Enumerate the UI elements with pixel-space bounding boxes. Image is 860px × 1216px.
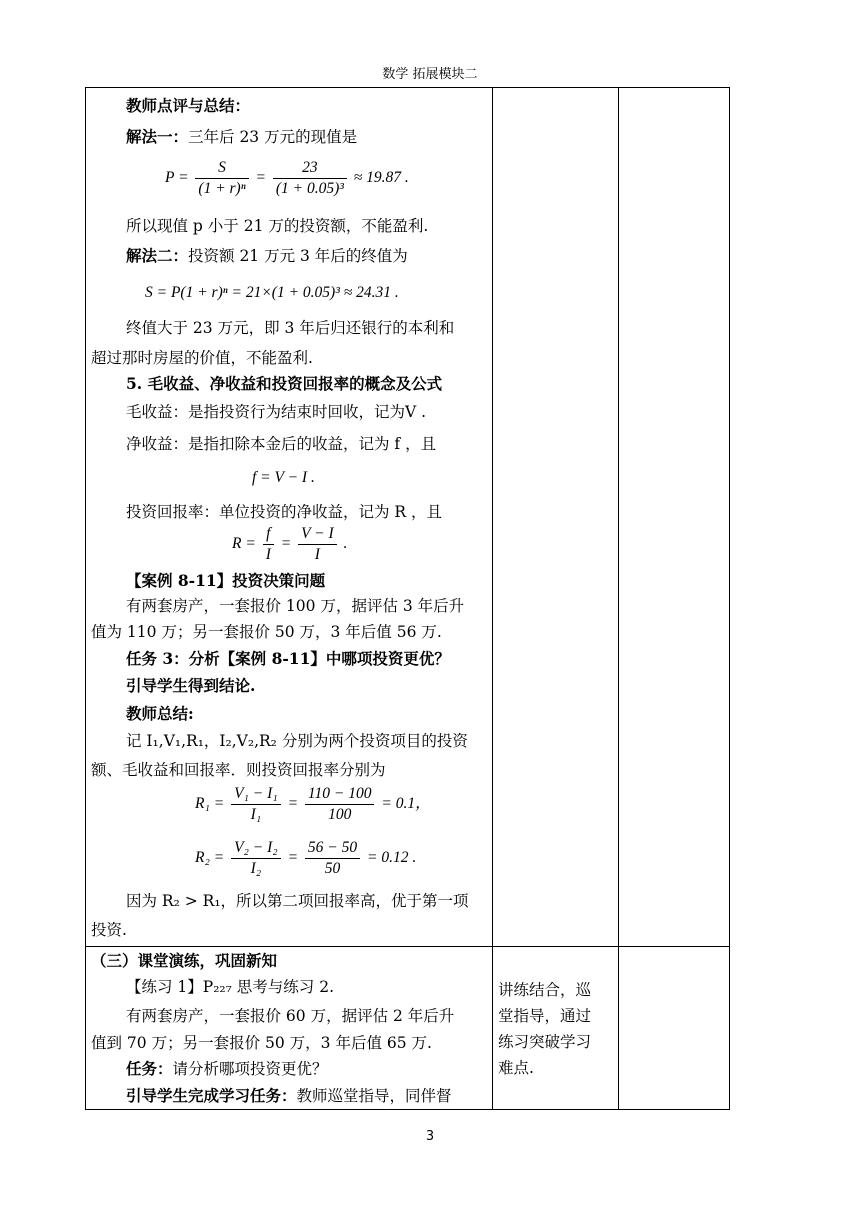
r2-fraction2 [305, 838, 360, 879]
method1-label: 解法一： [126, 127, 189, 146]
formula1-fraction1 [195, 158, 248, 199]
r2-num2: 56 − 50 [305, 838, 360, 859]
future-value-formula: S = P(1 + r)ⁿ = 21×(1 + 0.05)³ ≈ 24.31 . [145, 284, 399, 301]
roi-fraction1 [263, 524, 274, 565]
task3: 任务 3：分析【案例 8-11】中哪项投资更优？ [126, 649, 450, 668]
r2-den1: I₂ [250, 860, 262, 877]
guide-text-row2: 教师巡堂指导，同伴督 [296, 1087, 452, 1105]
section5-title: 5. 毛收益、净收益和投资回报率的概念及公式 [126, 374, 443, 393]
method2-label: 解法二： [126, 246, 189, 265]
review-title: 教师点评与总结： [126, 96, 251, 115]
formula1-result: ≈ 19.87 . [353, 169, 409, 187]
r1-fraction1 [231, 784, 281, 825]
formula1-num2: 23 [273, 158, 347, 179]
roi-fraction2 [298, 524, 337, 565]
r1-result: = 0.1， [381, 795, 431, 813]
roi-definition: 投资回报率：单位投资的净收益，记为 R ，且 [126, 503, 443, 521]
formula1-fraction2 [273, 158, 347, 199]
table-left-border [85, 87, 86, 1109]
case-line2: 值为 110 万；另一套报价 50 万，3 年后值 56 万. [91, 623, 442, 641]
method1-line [126, 127, 357, 147]
row2-section-title: （三）课堂演练，巩固新知 [91, 951, 278, 970]
summary-line2: 额、毛收益和回报率．则投资回报率分别为 [91, 761, 386, 779]
r2-fraction1 [231, 838, 281, 879]
conclusion2-line2: 超过那时房屋的价值，不能盈利. [91, 349, 313, 367]
side-note-line3: 练习突破学习 [498, 1033, 592, 1051]
table-row-divider [85, 946, 730, 947]
exercise-line2: 值到 70 万；另一套报价 50 万，3 年后值 65 万. [91, 1034, 432, 1052]
table-column-divider-2 [618, 87, 619, 1109]
conclusion1: 所以现值 p 小于 21 万的投资额，不能盈利. [126, 217, 429, 235]
side-note-line4: 难点. [498, 1059, 534, 1077]
net-income-definition: 净收益：是指扣除本金后的收益，记为 f ，且 [126, 435, 437, 453]
formula1-left: P = [165, 169, 189, 187]
r1-fraction2 [305, 784, 375, 825]
exercise-label: 【练习 1】P₂₂₇ 思考与练习 2. [126, 978, 335, 996]
method1-text: 三年后 23 万元的现值是 [188, 128, 358, 146]
task-label: 任务： [126, 1059, 173, 1078]
task-text: 请分析哪项投资更优？ [172, 1060, 328, 1078]
r2-den2: 50 [324, 860, 341, 877]
r1-den2: 100 [328, 806, 352, 823]
conclusion2-line1: 终值大于 23 万元，即 3 年后归还银行的本利和 [126, 319, 455, 337]
equals-sign: = [255, 169, 266, 187]
r1-formula [195, 784, 431, 825]
exercise-line1: 有两套房产，一套报价 60 万，据评估 2 年后升 [126, 1007, 455, 1025]
r2-left: R₂ = [195, 849, 225, 867]
page-number: 3 [425, 1129, 435, 1144]
roi-num1: f [263, 524, 274, 545]
r1-left: R₁ = [195, 795, 225, 813]
r2-formula [195, 838, 416, 879]
case-title: 【案例 8-11】投资决策问题 [126, 571, 326, 590]
method2-text: 投资额 21 万元 3 年后的终值为 [188, 247, 408, 265]
exercise-task [126, 1059, 328, 1079]
formula1-num1: S [195, 158, 248, 179]
r2-num1: V₂ − I₂ [231, 838, 281, 859]
table-column-divider-1 [492, 87, 493, 1109]
case-line1: 有两套房产，一套报价 100 万，据评估 3 年后升 [126, 597, 465, 615]
guide-label: 引导学生完成学习任务： [126, 1086, 297, 1105]
r2-result: = 0.12 . [367, 849, 417, 867]
final-line2: 投资. [91, 921, 127, 939]
page-header: 数学 拓展模块二 [382, 67, 478, 82]
summary-title: 教师总结: [126, 704, 194, 723]
r1-num2: 110 − 100 [305, 784, 375, 805]
guide-text: 引导学生得到结论. [126, 676, 256, 695]
side-note-line2: 堂指导，通过 [498, 1007, 592, 1025]
summary-line1: 记 I₁,V₁,R₁，I₂,V₂,R₂ 分别为两个投资项目的投资 [126, 732, 468, 750]
table-bottom-border [85, 1109, 730, 1110]
period: . [343, 535, 348, 553]
exercise-guide [126, 1086, 452, 1106]
roi-left: R = [232, 535, 256, 553]
gross-income-definition: 毛收益：是指投资行为结束时回收，记为V . [126, 403, 427, 421]
method2-line [126, 246, 408, 266]
equals-sign: = [287, 795, 299, 813]
roi-den1: I [265, 546, 271, 563]
final-line1: 因为 R₂ > R₁，所以第二项回报率高，优于第一项 [126, 892, 469, 910]
formula1-den1: (1 + r)ⁿ [198, 180, 246, 197]
formula1-den2: (1 + 0.05)³ [275, 180, 344, 197]
present-value-formula [165, 158, 409, 199]
roi-num2: V − I [298, 524, 337, 545]
r1-den1: I₁ [250, 806, 262, 823]
roi-den2: I [314, 546, 320, 563]
table-top-border [85, 87, 730, 88]
table-right-border [729, 87, 730, 1109]
side-note-line1: 讲练结合，巡 [498, 981, 592, 999]
equals-sign: = [287, 849, 299, 867]
roi-formula [232, 524, 347, 565]
net-income-formula: f = V − I . [252, 469, 315, 486]
r1-num1: V₁ − I₁ [231, 784, 281, 805]
equals-sign: = [280, 535, 292, 553]
